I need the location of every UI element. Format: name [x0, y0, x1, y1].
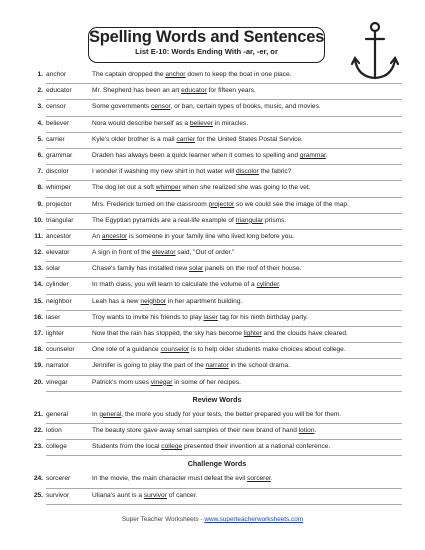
example-sentence: Draden has always been a quick learner when it comes to spelling and grammar.: [92, 151, 328, 159]
underlined-word: sorcerer: [247, 475, 271, 483]
list-item: [32, 149, 402, 165]
page-subtitle: List E-10: Words Ending With -ar, -er, or: [135, 47, 278, 56]
underlined-word: lighter: [243, 330, 262, 337]
item-number: 8.: [37, 184, 43, 192]
underlined-word: triangular: [235, 216, 264, 224]
item-number: 1.: [37, 71, 43, 78]
spelling-word: sorcerer: [46, 475, 71, 483]
example-sentence: Patrick's mom uses vinegar in some of her recipes.: [92, 378, 241, 386]
list-item: [32, 343, 402, 359]
list-item: [32, 230, 402, 246]
item-number: 23.: [33, 443, 43, 451]
spelling-word: neighbor: [46, 297, 72, 305]
spelling-word: counselor: [46, 346, 75, 354]
spelling-word: projector: [46, 200, 72, 208]
underlined-word: counselor: [160, 346, 190, 354]
list-item: [32, 262, 402, 278]
item-number: 10.: [33, 216, 43, 224]
list-item: [32, 68, 402, 84]
example-sentence: Leah has a new neighbor in her apartment building.: [92, 297, 243, 305]
page-title: Spelling Words and Sentences: [89, 28, 325, 46]
underlined-word: vinegar: [150, 378, 173, 386]
list-item: [32, 181, 402, 197]
example-sentence: Mr. Shepherd has been an art educator for fifteen years.: [92, 87, 256, 95]
item-number: 13.: [33, 265, 43, 273]
spelling-word: vinegar: [46, 378, 68, 386]
item-number: 17.: [33, 330, 43, 337]
list-item: [32, 327, 402, 343]
example-sentence: The beauty store gave away small samples of their new brand of hand lotion.: [92, 426, 317, 434]
list-item: [32, 311, 402, 327]
underlined-word: grammar: [299, 151, 326, 159]
spelling-word: narrator: [46, 362, 70, 370]
list-item: [32, 246, 402, 262]
list-item: [32, 133, 402, 149]
item-number: 6.: [37, 151, 43, 159]
underlined-word: whimper: [155, 184, 181, 192]
item-number: 4.: [37, 119, 43, 127]
underlined-word: narrator: [205, 362, 229, 370]
item-number: 24.: [33, 475, 43, 483]
spelling-word: laser: [46, 313, 61, 321]
example-sentence: An ancestor is someone in your family line who lived long before you.: [92, 232, 294, 240]
list-item: [32, 359, 402, 375]
underlined-word: college: [161, 443, 183, 451]
spelling-word: triangular: [46, 216, 74, 224]
spelling-word: ancestor: [46, 232, 72, 240]
underlined-word: laser: [203, 313, 218, 321]
underlined-word: censor: [151, 103, 171, 111]
example-sentence: One role of a guidance counselor is to help older students make choices about college.: [92, 346, 346, 354]
example-sentence: The captain dropped the anchor down to keep the boat in one place.: [92, 71, 292, 78]
example-sentence: Students from the local college presented their invention at a national conference.: [92, 443, 331, 451]
spelling-word: carrier: [46, 135, 65, 143]
title-box: [88, 27, 325, 63]
underlined-word: ancestor: [101, 232, 128, 240]
item-number: 2.: [37, 87, 43, 95]
item-number: 7.: [37, 168, 43, 176]
spelling-word: survivor: [46, 491, 70, 499]
item-number: 21.: [33, 410, 43, 418]
item-number: 14.: [33, 281, 43, 289]
example-sentence: I wonder if washing my new shirt in hot water will discolor the fabric?: [92, 168, 292, 176]
underlined-word: general: [99, 410, 122, 418]
item-number: 5.: [37, 135, 43, 143]
list-item: [32, 165, 402, 181]
list-item: [32, 100, 402, 116]
word-list: [32, 68, 402, 505]
section-heading-challenge: Challenge Words: [187, 459, 247, 469]
example-sentence: Now that the rain has stopped, the sky has become lighter and the clouds have cleared.: [92, 330, 348, 337]
spelling-word: lighter: [46, 330, 64, 337]
underlined-word: discolor: [236, 168, 259, 176]
underlined-word: neighbor: [140, 297, 167, 305]
spelling-word: discolor: [46, 168, 69, 176]
spelling-word: believer: [46, 119, 70, 127]
list-item: [32, 198, 402, 214]
item-number: 9.: [37, 200, 43, 208]
underlined-word: believer: [189, 119, 213, 127]
underlined-word: solar: [188, 265, 204, 273]
list-item: [32, 117, 402, 133]
item-number: 25.: [33, 491, 43, 499]
underlined-word: survivor: [143, 491, 167, 499]
spelling-word: censor: [46, 103, 66, 111]
example-sentence: Some governments censor, or ban, certain types of books, music, and movies.: [92, 103, 321, 111]
spelling-word: lotion: [46, 426, 62, 434]
spelling-word: educator: [46, 87, 72, 95]
list-item: [32, 376, 402, 392]
item-number: 11.: [34, 232, 43, 240]
item-number: 20.: [33, 378, 43, 386]
underlined-word: carrier: [176, 135, 196, 143]
underlined-word: elevator: [152, 249, 176, 257]
list-item: [32, 295, 402, 311]
spelling-word: elevator: [46, 249, 70, 257]
example-sentence: Kyle's older brother is a mail carrier for the United States Postal Service.: [92, 135, 303, 143]
underlined-word: cylinder: [256, 281, 279, 289]
spelling-word: general: [46, 410, 68, 418]
spelling-word: grammar: [46, 151, 73, 159]
list-item: [32, 472, 402, 488]
example-sentence: In math class, you will learn to calculate the volume of a cylinder.: [92, 281, 281, 289]
item-number: 3.: [37, 103, 43, 111]
item-number: 19.: [33, 362, 43, 370]
spelling-word: college: [46, 443, 67, 451]
row-divider: [46, 504, 402, 505]
list-item: [32, 489, 402, 505]
underlined-word: educator: [181, 87, 207, 95]
list-item: [32, 440, 402, 456]
item-number: 15.: [33, 297, 43, 305]
footer-link[interactable]: www.superteacherworksheets.com: [204, 516, 304, 523]
section-heading-review: Review Words: [192, 394, 242, 404]
item-number: 12.: [33, 249, 43, 257]
example-sentence: Nora would describe herself as a believer in miracles.: [92, 119, 249, 127]
example-sentence: Mrs. Frederick turned on the classroom projector so we could see the image of the map.: [92, 200, 349, 208]
list-item: [32, 424, 402, 440]
item-number: 18.: [33, 346, 43, 354]
spelling-word: whimper: [46, 184, 71, 192]
example-sentence: A sign in front of the elevator said, "Out of order.": [92, 249, 235, 257]
example-sentence: Chase's family has installed new solar panels on the roof of their house.: [92, 265, 302, 273]
example-sentence: The Egyptian pyramids are a real-life example of triangular prisms.: [92, 216, 287, 224]
footer: [0, 516, 425, 523]
spelling-word: cylinder: [46, 281, 69, 289]
underlined-word: projector: [208, 200, 235, 208]
example-sentence: In the movie, the main character must defeat the evil sorcerer.: [92, 475, 273, 483]
underlined-word: anchor: [165, 71, 186, 78]
list-item: [32, 84, 402, 100]
example-sentence: The dog let out a soft whimper when she realized she was going to the vet.: [92, 184, 311, 192]
example-sentence: Uliana's aunt is a survivor of cancer.: [92, 491, 198, 499]
example-sentence: In general, the more you study for your tests, the better prepared you will be for them.: [92, 410, 342, 418]
list-item: [32, 278, 402, 294]
item-number: 22.: [33, 426, 43, 434]
list-item: [32, 408, 402, 424]
spelling-word: anchor: [46, 71, 67, 78]
example-sentence: Jennifer is going to play the part of the narrator in the school drama.: [92, 362, 290, 370]
spelling-word: solar: [46, 265, 61, 273]
list-item: [32, 214, 402, 230]
footer-text: Super Teacher Worksheets -: [121, 516, 205, 523]
item-number: 16.: [33, 313, 43, 321]
example-sentence: Troy wants to invite his friends to play laser tag for his ninth birthday party.: [92, 313, 308, 321]
underlined-word: lotion: [298, 426, 315, 434]
